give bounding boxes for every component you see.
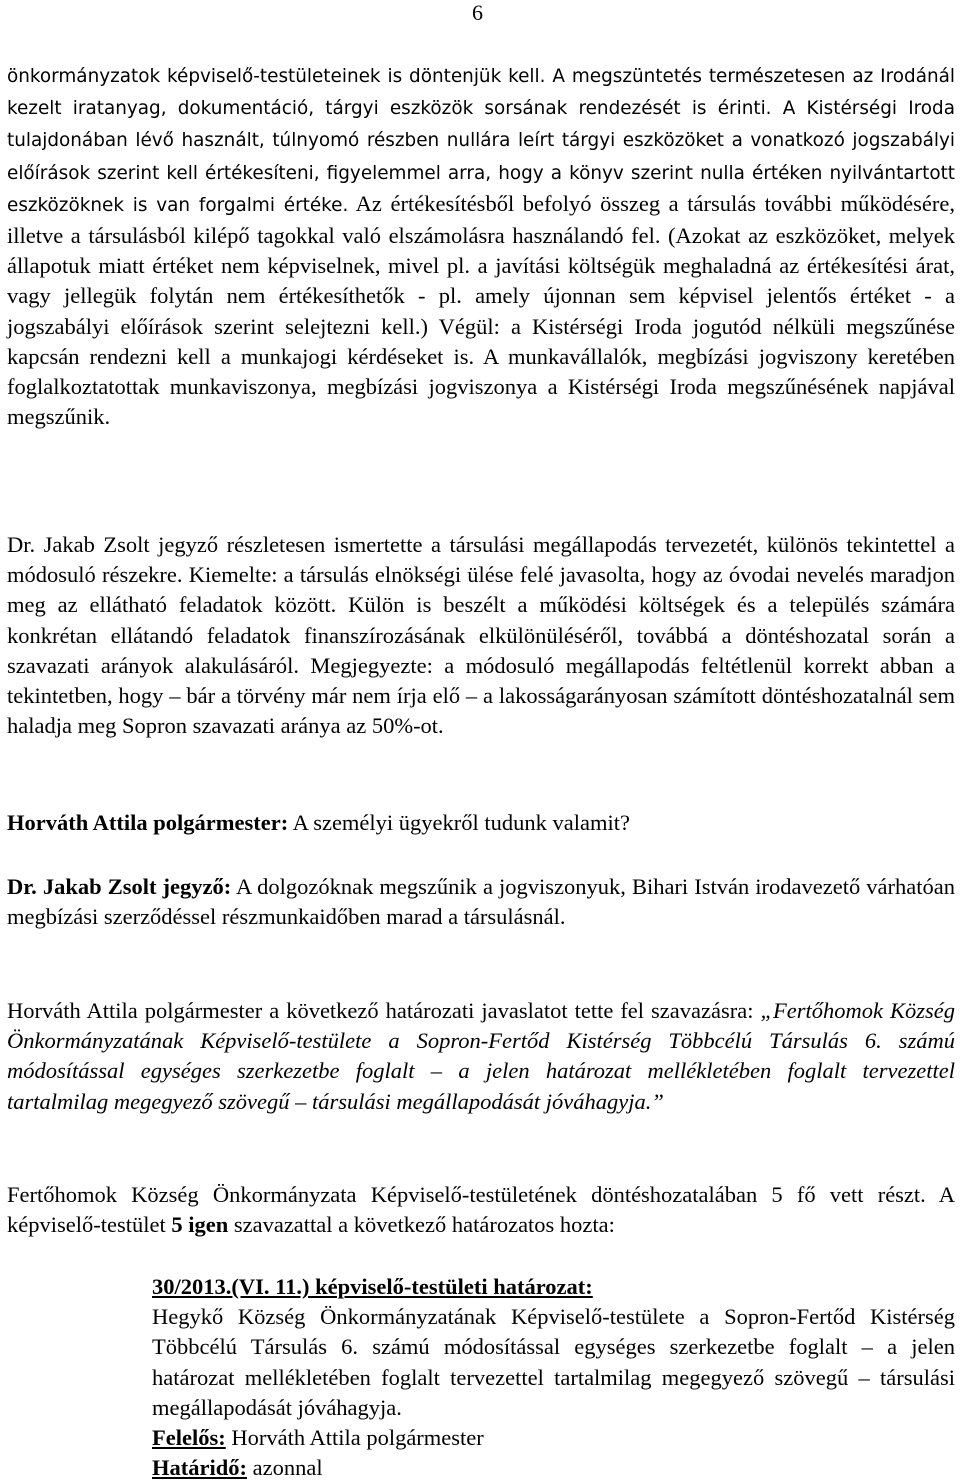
deadline-label: Határidő:	[152, 1455, 247, 1481]
speaker-notary: Dr. Jakab Zsolt jegyző:	[7, 874, 232, 899]
paragraph-proposal	[7, 996, 955, 1117]
notary-answer-text: A dolgozóknak megszűnik a jogviszonyuk, Bihari István irodavezető várhatóan megbízási szerződéssel részmunkaidőben marad a társulásnál.	[7, 874, 955, 930]
speaker-mayor: Horváth Attila polgármester:	[7, 810, 289, 835]
resolution-deadline	[152, 1453, 955, 1483]
paragraph-notary-answer	[7, 872, 955, 932]
responsible-value: Horváth Attila polgármester	[225, 1425, 484, 1451]
vote-text-2: szavazattal a következő határozatos hozta:	[228, 1212, 615, 1238]
paragraph-sans-part: önkormányzatok képviselő-testületeinek is döntenjük kell. A megszüntetés természetesen az Irodánál kezelt iratanyag, dokumentáció, tárgyi eszközök sorsának rendezését is érinti. A Kistérségi Iroda tulajdonában lévő használt, túlnyomó részben nullára leírt tárgyi eszközöket a vonatkozó jogszabályi előírások szerint kell értékesíteni, figyelemmel arra, hogy a könyv szerint nulla értéken nyilvántartott eszközöknek is van forgalmi értéke.	[7, 66, 955, 216]
paragraph-office-dissolution	[7, 60, 955, 432]
paragraph-mayor-question	[7, 808, 955, 838]
paragraph-notary-summary: Dr. Jakab Zsolt jegyző részletesen ismertette a társulási megállapodás tervezetét, különös tekintettel a módosuló részekre. Kiemelte: a társulás elnökségi ülése felé javasolta, hogy az óvodai nevelés maradjon meg az ellátható feladatok között. Külön is beszélt a működési költségek és a település számára konkrétan ellátandó feladatok finanszírozásának elkülönüléséről, továbbá a döntéshozatal során a szavazati arányok alakulásáról. Megjegyezte: a módosuló megállapodás feltétlenül korrekt abban a tekintetben, hogy – bár a törvény már nem írja elő – a lakosságarányosan számított döntéshozatalnál sem haladja meg Sopron szavazati aránya az 50%-ot.	[7, 532, 955, 739]
vote-count: 5 igen	[171, 1212, 229, 1238]
proposal-quote: „Fertőhomok Község Önkormányzatának Képviselő-testülete a Sopron-Fertőd Kistérség Többcélú Társulás 6. számú módosítással egységes szerkezetbe foglalt – a jelen határozat mellékletében foglalt tervezettel tartalmilag megegyező szövegű – társulási megállapodását jóváhagyja.”	[7, 998, 955, 1114]
proposal-intro: Horváth Attila polgármester a következő határozati javaslatot tette fel szavazásra:	[7, 998, 761, 1023]
deadline-value: azonnal	[247, 1455, 323, 1481]
paragraph-vote	[7, 1180, 955, 1240]
mayor-question-text: A személyi ügyekről tudunk valamit?	[288, 810, 630, 835]
resolution-block	[152, 1272, 955, 1483]
resolution-body: Hegykő Község Önkormányzatának Képviselő-testülete a Sopron-Fertőd Kistérség Többcélú Társulás 6. számú módosítással egységes szerkezetbe foglalt – a jelen határozat mellékletében foglalt tervezettel tartalmilag megegyező szövegű – társulási megállapodását jóváhagyja.	[152, 1304, 955, 1420]
paragraph-serif-part: Az értékesítésből befolyó összeg a társulás további működésére, illetve a társulásból kilépő tagokkal való elszámolásra használandó fel. (Azokat az eszközöket, melyek állapotuk miatt értéket nem képviselnek, mivel pl. a javítási költségük meghaladná az értékesítési árat, vagy jellegük folytán nem értékesíthetők - pl. amely újonnan sem képvisel jelentős értéket - a jogszabályi előírások szerint selejtezni kell.) Végül: a Kistérségi Iroda jogutód nélküli megszűnése kapcsán rendezni kell a munkajogi kérdéseket is. A munkavállalók, megbízási jogviszony keretében foglalkoztatottak munkaviszonya, megbízási jogviszonya a Kistérségi Iroda megszűnésének napjával megszűnik.	[7, 190, 955, 430]
page-number: 6	[472, 0, 483, 25]
responsible-label: Felelős:	[152, 1425, 226, 1451]
vote-text-1: Fertőhomok Község Önkormányzata Képviselő-testületének döntéshozatalában 5 fő vett részt. A képviselő-testület	[7, 1182, 955, 1238]
resolution-title: 30/2013.(VI. 11.) képviselő-testületi határozat:	[152, 1274, 593, 1299]
resolution-responsible	[152, 1423, 955, 1453]
